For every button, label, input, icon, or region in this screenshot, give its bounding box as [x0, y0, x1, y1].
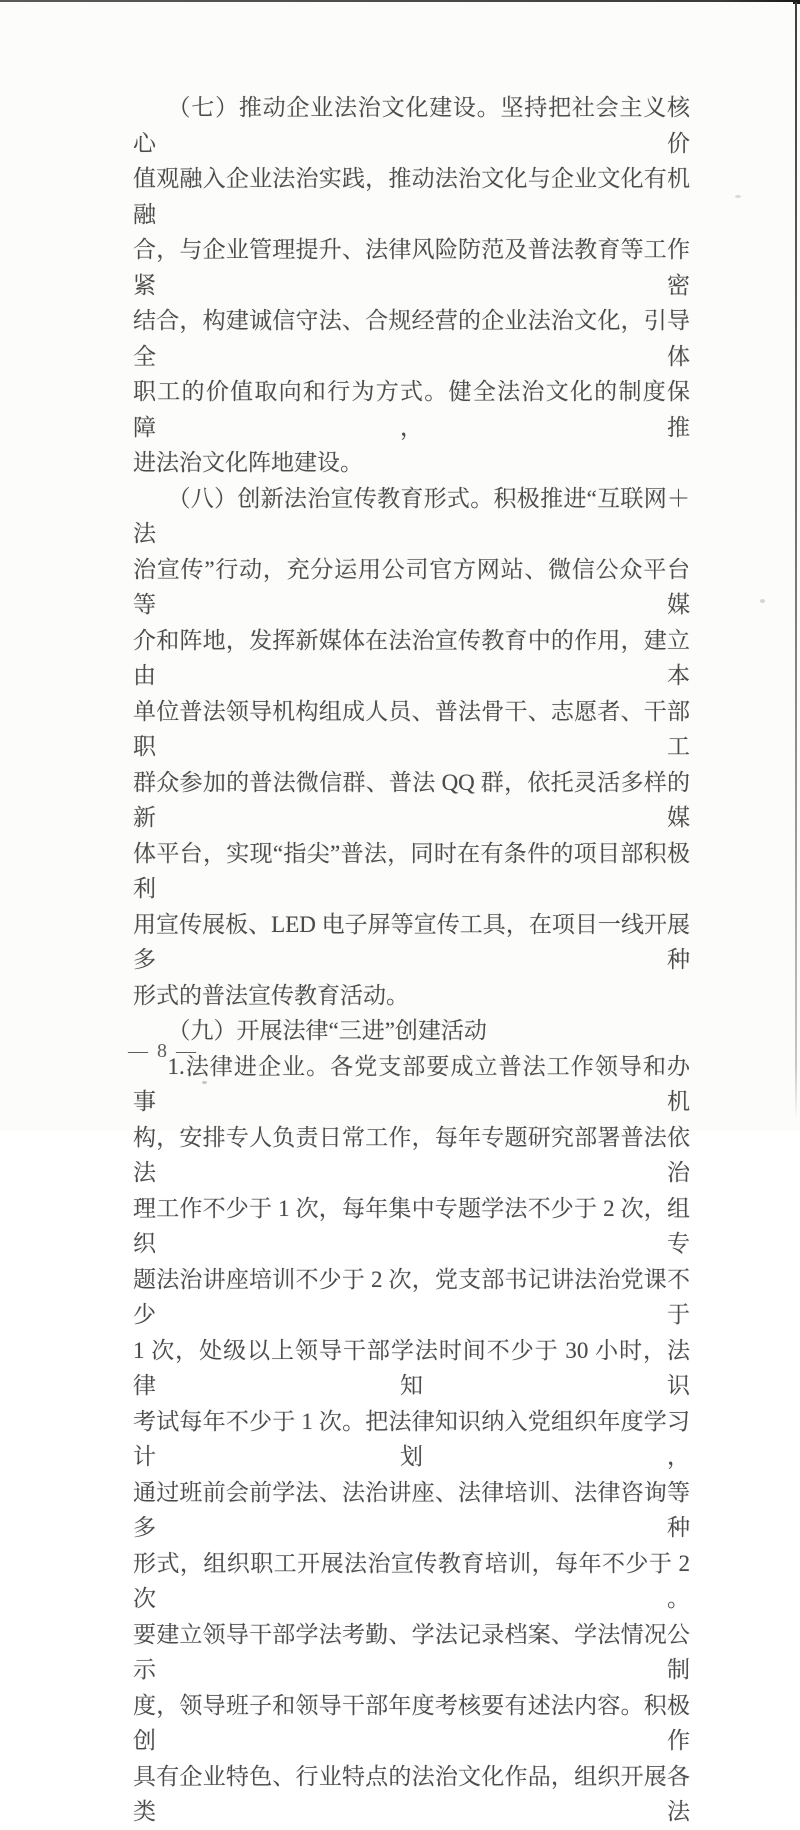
text-line: 值观融入企业法治实践，推动法治文化与企业文化有机融 [133, 166, 690, 227]
scan-edge-top [0, 0, 800, 2]
text-line: 用宣传展板、LED 电子屏等宣传工具，在项目一线开展多种 [133, 911, 690, 972]
text-line: 理工作不少于 1 次，每年集中专题学法不少于 2 次，组织专 [133, 1195, 690, 1256]
text-line: 构，安排专人负责日常工作，每年专题研究部署普法依法治 [133, 1124, 690, 1185]
text-line: 职工的价值取向和行为方式。健全法治文化的制度保障，推 [133, 379, 690, 440]
scan-speck [735, 195, 741, 198]
page-number: — 8 — [128, 1040, 198, 1062]
scan-speck [760, 599, 765, 603]
text-line: 形式，组织职工开展法治宣传教育培训，每年不少于 2 次。 [133, 1550, 690, 1611]
text-line: 题法治讲座培训不少于 2 次，党支部书记讲法治党课不少于 [133, 1266, 690, 1327]
scan-edge-right [795, 2, 797, 1120]
text-line: 度，领导班子和领导干部年度考核要有述法内容。积极创作 [133, 1692, 690, 1753]
text-line: 1 次，处级以上领导干部学法时间不少于 30 小时，法律知识 [133, 1337, 690, 1398]
text-line: （七）推动企业法治文化建设。坚持把社会主义核心价 [133, 95, 690, 156]
text-line: 群众参加的普法微信群、普法 QQ 群，依托灵活多样的新媒 [133, 769, 690, 830]
text-line: 结合，构建诚信守法、合规经营的企业法治文化，引导全体 [133, 308, 690, 369]
text-line: 单位普法领导机构组成人员、普法骨干、志愿者、干部职工 [133, 698, 690, 759]
text-line: （八）创新法治宣传教育形式。积极推进“互联网＋法 [133, 485, 690, 546]
text-line: 合，与企业管理提升、法律风险防范及普法教育等工作紧密 [133, 237, 690, 298]
text-line: 1.法律进企业。各党支部要成立普法工作领导和办事机 [133, 1053, 690, 1114]
text-line: 介和阵地，发挥新媒体在法治宣传教育中的作用，建立由本 [133, 627, 690, 688]
text-line: 考试每年不少于 1 次。把法律知识纳入党组织年度学习计划， [133, 1408, 690, 1469]
section-heading-line: （九）开展法律“三进”创建活动 [167, 1018, 487, 1043]
text-line: 具有企业特色、行业特点的法治文化作品，组织开展各类法 [133, 1763, 690, 1824]
scan-speck [202, 1081, 207, 1084]
text-line: 治宣传”行动，充分运用公司官方网站、微信公众平台等媒 [133, 556, 690, 617]
text-line: 要建立领导干部学法考勤、学法记录档案、学法情况公示制 [133, 1621, 690, 1682]
text-line: 进法治文化阵地建设。 [133, 450, 363, 475]
text-line: 体平台，实现“指尖”普法，同时在有条件的项目部积极利 [133, 840, 690, 901]
text-line: 形式的普法宣传教育活动。 [133, 982, 409, 1008]
text-line: 通过班前会前学法、法治讲座、法律培训、法律咨询等多种 [133, 1479, 690, 1540]
document-body [133, 90, 690, 1830]
